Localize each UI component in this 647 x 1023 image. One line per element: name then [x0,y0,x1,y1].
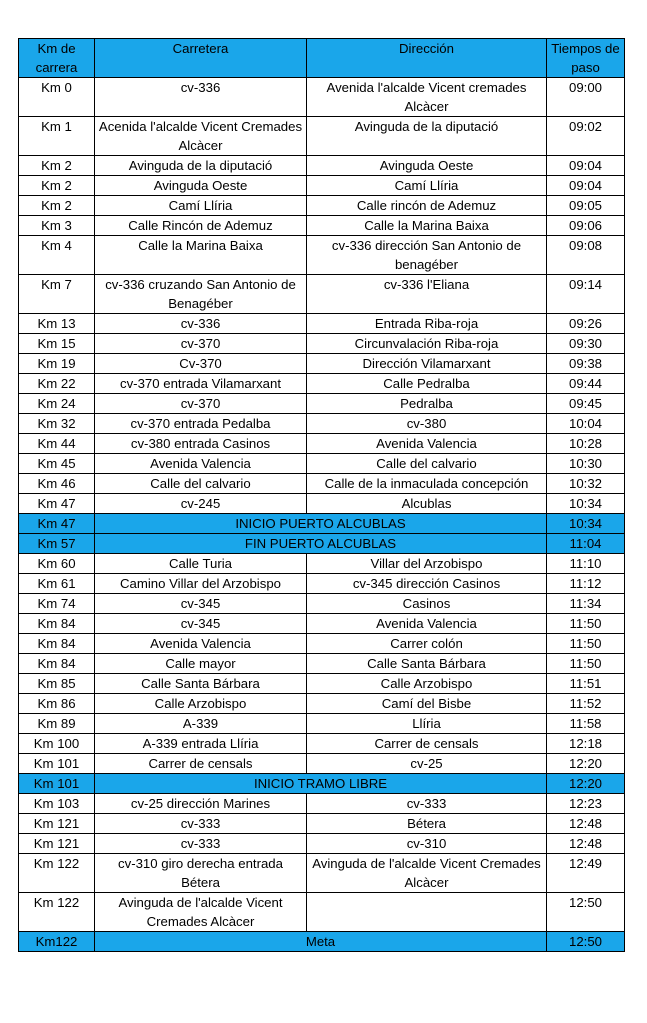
cell-km: Km 1 [19,117,95,156]
cell-tiempo: 09:06 [547,216,625,236]
header-direccion: Dirección [307,39,547,78]
cell-km: Km 2 [19,196,95,216]
cell-tiempo: 09:44 [547,374,625,394]
table-row [19,714,625,734]
cell-tiempo: 12:20 [547,774,625,794]
cell-km: Km 103 [19,794,95,814]
cell-km: Km 24 [19,394,95,414]
cell-tiempo: 12:18 [547,734,625,754]
cell-direccion: Avenida Valencia [307,614,547,634]
cell-tiempo: 09:14 [547,275,625,314]
cell-km: Km 44 [19,434,95,454]
table-row [19,236,625,275]
cell-direccion: Llíria [307,714,547,734]
cell-direccion: Calle la Marina Baixa [307,216,547,236]
table-row [19,554,625,574]
cell-tiempo: 12:50 [547,893,625,932]
table-row [19,374,625,394]
cell-km: Km 46 [19,474,95,494]
section-row [19,774,625,794]
cell-km: Km 121 [19,834,95,854]
table-row [19,654,625,674]
cell-carretera: Camí Llíria [95,196,307,216]
cell-direccion: Avinguda Oeste [307,156,547,176]
cell-km: Km 3 [19,216,95,236]
cell-direccion: Calle Arzobispo [307,674,547,694]
timetable [18,38,625,952]
cell-tiempo: 09:26 [547,314,625,334]
cell-tiempo: 09:00 [547,78,625,117]
cell-tiempo: 09:30 [547,334,625,354]
cell-tiempo: 12:23 [547,794,625,814]
cell-tiempo: 09:04 [547,156,625,176]
cell-km: Km 47 [19,494,95,514]
cell-km: Km 84 [19,614,95,634]
cell-direccion: Avenida l'alcalde Vicent cremades Alcàcer [307,78,547,117]
cell-direccion: cv-25 [307,754,547,774]
table-row [19,275,625,314]
cell-km: Km 13 [19,314,95,334]
cell-direccion: Calle del calvario [307,454,547,474]
cell-direccion: Calle Santa Bárbara [307,654,547,674]
cell-direccion: Calle Pedralba [307,374,547,394]
table-body [19,78,625,952]
table-row [19,196,625,216]
header-row [19,39,625,78]
cell-carretera: Calle del calvario [95,474,307,494]
cell-tiempo: 12:49 [547,854,625,893]
cell-tiempo: 11:12 [547,574,625,594]
table-row [19,754,625,774]
cell-km: Km 57 [19,534,95,554]
cell-tiempo: 09:02 [547,117,625,156]
cell-km: Km 122 [19,893,95,932]
table-row [19,614,625,634]
cell-carretera: Carrer de censals [95,754,307,774]
cell-carretera: Calle Turia [95,554,307,574]
cell-tiempo: 10:28 [547,434,625,454]
cell-section-label: Meta [95,932,547,952]
cell-km: Km 7 [19,275,95,314]
table-row [19,334,625,354]
cell-carretera: A-339 entrada Llíria [95,734,307,754]
cell-carretera: cv-245 [95,494,307,514]
table-row [19,694,625,714]
cell-carretera: cv-333 [95,814,307,834]
cell-direccion: Dirección Vilamarxant [307,354,547,374]
cell-km: Km 15 [19,334,95,354]
cell-direccion: Carrer de censals [307,734,547,754]
table-row [19,854,625,893]
cell-direccion: cv-345 dirección Casinos [307,574,547,594]
cell-km: Km 47 [19,514,95,534]
cell-direccion: Camí Llíria [307,176,547,196]
cell-tiempo: 11:50 [547,634,625,654]
cell-section-label: FIN PUERTO ALCUBLAS [95,534,547,554]
cell-carretera: Avinguda de l'alcalde Vicent Cremades Alcàcer [95,893,307,932]
cell-tiempo: 11:34 [547,594,625,614]
table-row [19,117,625,156]
cell-tiempo: 12:20 [547,754,625,774]
cell-carretera: Calle Rincón de Ademuz [95,216,307,236]
cell-km: Km 74 [19,594,95,614]
cell-direccion: Calle rincón de Ademuz [307,196,547,216]
cell-direccion: Entrada Riba-roja [307,314,547,334]
cell-carretera: cv-370 [95,334,307,354]
cell-km: Km 122 [19,854,95,893]
header-km: Km de carrera [19,39,95,78]
table-row [19,674,625,694]
table-row [19,814,625,834]
cell-carretera: cv-336 [95,78,307,117]
section-row [19,514,625,534]
cell-carretera: Avinguda de la diputació [95,156,307,176]
cell-km: Km 0 [19,78,95,117]
table-row [19,414,625,434]
table-row [19,176,625,196]
cell-km: Km 60 [19,554,95,574]
cell-direccion: Camí del Bisbe [307,694,547,714]
cell-direccion: Avinguda de la diputació [307,117,547,156]
table-row [19,314,625,334]
cell-direccion: Calle de la inmaculada concepción [307,474,547,494]
table-row [19,634,625,654]
cell-tiempo: 11:04 [547,534,625,554]
cell-tiempo: 09:45 [547,394,625,414]
cell-carretera: cv-336 [95,314,307,334]
cell-tiempo: 12:50 [547,932,625,952]
table-row [19,216,625,236]
table-row [19,574,625,594]
table-row [19,434,625,454]
cell-direccion: Avenida Valencia [307,434,547,454]
cell-carretera: Avenida Valencia [95,634,307,654]
cell-tiempo: 11:10 [547,554,625,574]
cell-tiempo: 10:34 [547,514,625,534]
cell-direccion: Carrer colón [307,634,547,654]
cell-carretera: Avinguda Oeste [95,176,307,196]
cell-km: Km 100 [19,734,95,754]
cell-carretera: cv-345 [95,614,307,634]
table-row [19,78,625,117]
cell-direccion: Casinos [307,594,547,614]
cell-tiempo: 11:51 [547,674,625,694]
cell-tiempo: 09:05 [547,196,625,216]
table-row [19,594,625,614]
cell-km: Km 84 [19,654,95,674]
cell-tiempo: 11:52 [547,694,625,714]
table-row [19,794,625,814]
cell-tiempo: 09:04 [547,176,625,196]
cell-km: Km 101 [19,754,95,774]
cell-tiempo: 11:58 [547,714,625,734]
table-row [19,893,625,932]
table-row [19,394,625,414]
cell-carretera: cv-336 cruzando San Antonio de Benagéber [95,275,307,314]
cell-direccion: Villar del Arzobispo [307,554,547,574]
cell-km: Km 121 [19,814,95,834]
cell-carretera: Avenida Valencia [95,454,307,474]
cell-carretera: cv-370 entrada Vilamarxant [95,374,307,394]
cell-km: Km 2 [19,156,95,176]
cell-tiempo: 09:08 [547,236,625,275]
cell-tiempo: 12:48 [547,814,625,834]
cell-km: Km 22 [19,374,95,394]
cell-carretera: Calle Santa Bárbara [95,674,307,694]
cell-tiempo: 10:30 [547,454,625,474]
cell-km: Km 2 [19,176,95,196]
cell-carretera: Calle la Marina Baixa [95,236,307,275]
cell-direccion: Avinguda de l'alcalde Vicent Cremades Alcàcer [307,854,547,893]
cell-km: Km 19 [19,354,95,374]
header-carretera: Carretera [95,39,307,78]
cell-carretera: Calle mayor [95,654,307,674]
cell-carretera: cv-380 entrada Casinos [95,434,307,454]
cell-carretera: cv-370 entrada Pedalba [95,414,307,434]
cell-km: Km 89 [19,714,95,734]
table-row [19,834,625,854]
cell-direccion: cv-380 [307,414,547,434]
cell-carretera: cv-333 [95,834,307,854]
cell-carretera: cv-345 [95,594,307,614]
cell-section-label: INICIO PUERTO ALCUBLAS [95,514,547,534]
section-row [19,932,625,952]
cell-km: Km 85 [19,674,95,694]
cell-km: Km 86 [19,694,95,714]
cell-direccion: Bétera [307,814,547,834]
cell-tiempo: 10:34 [547,494,625,514]
cell-carretera: Acenida l'alcalde Vicent Cremades Alcàcer [95,117,307,156]
cell-km: Km 32 [19,414,95,434]
cell-direccion: Pedralba [307,394,547,414]
cell-tiempo: 10:32 [547,474,625,494]
cell-km: Km 61 [19,574,95,594]
table-row [19,156,625,176]
cell-direccion: cv-336 l'Eliana [307,275,547,314]
table-row [19,454,625,474]
cell-tiempo: 09:38 [547,354,625,374]
cell-tiempo: 11:50 [547,654,625,674]
cell-carretera: cv-25 dirección Marines [95,794,307,814]
cell-direccion: cv-336 dirección San Antonio de benagéber [307,236,547,275]
table-row [19,474,625,494]
cell-carretera: cv-310 giro derecha entrada Bétera [95,854,307,893]
table-row [19,734,625,754]
cell-carretera: Calle Arzobispo [95,694,307,714]
cell-carretera: A-339 [95,714,307,734]
cell-carretera: cv-370 [95,394,307,414]
cell-carretera: Camino Villar del Arzobispo [95,574,307,594]
cell-km: Km 4 [19,236,95,275]
cell-km: Km122 [19,932,95,952]
header-tiempo: Tiempos de paso [547,39,625,78]
cell-carretera: Cv-370 [95,354,307,374]
table-row [19,494,625,514]
cell-tiempo: 10:04 [547,414,625,434]
table-row [19,354,625,374]
cell-km: Km 101 [19,774,95,794]
cell-tiempo: 11:50 [547,614,625,634]
cell-direccion: cv-333 [307,794,547,814]
cell-direccion: Alcublas [307,494,547,514]
cell-direccion: cv-310 [307,834,547,854]
cell-section-label: INICIO TRAMO LIBRE [95,774,547,794]
cell-direccion [307,893,547,932]
cell-km: Km 84 [19,634,95,654]
section-row [19,534,625,554]
cell-tiempo: 12:48 [547,834,625,854]
cell-direccion: Circunvalación Riba-roja [307,334,547,354]
cell-km: Km 45 [19,454,95,474]
